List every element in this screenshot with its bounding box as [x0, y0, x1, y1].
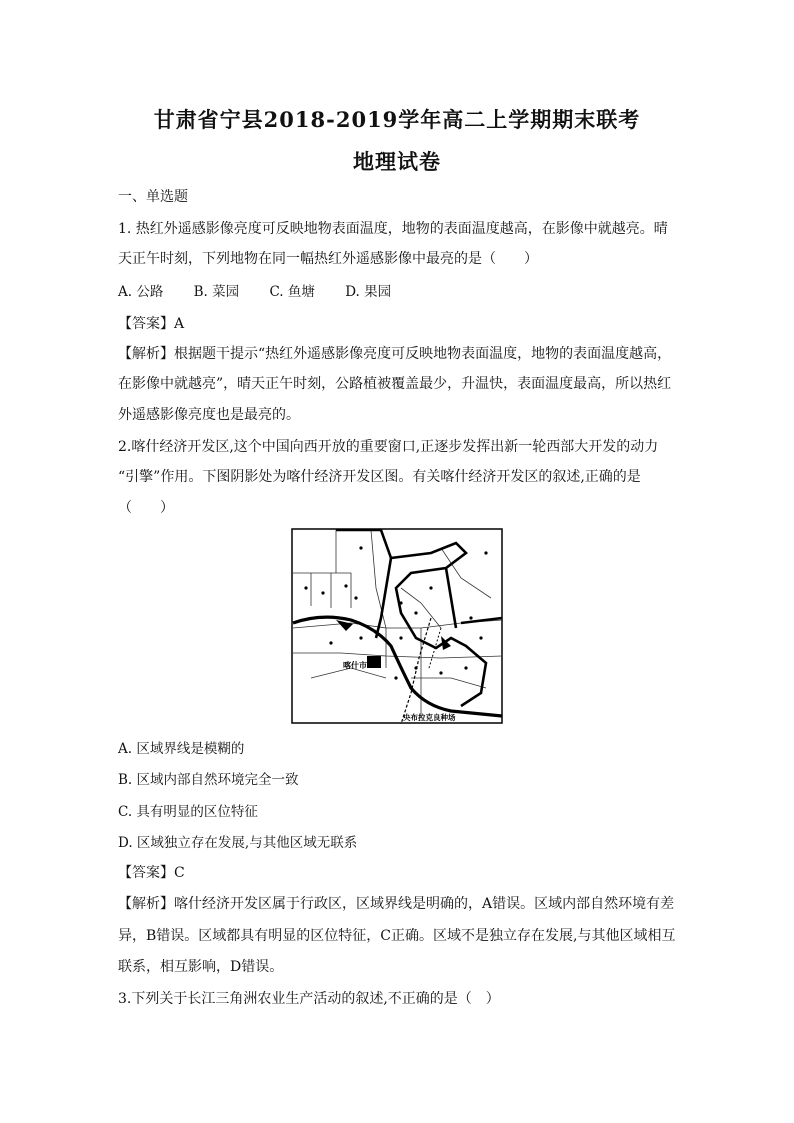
q1-analysis-line1: 【解析】根据题干提示“热红外遥感影像亮度可反映地物表面温度，地物的表面温度越高，	[118, 346, 672, 362]
q2-answer: 【答案】C	[118, 865, 185, 881]
q1-answer: 【答案】A	[118, 316, 185, 332]
q1-option-d: D. 果园	[345, 284, 392, 300]
q2-stem-line2: “引擎”作用。下图阴影处为喀什经济开发区图。有关喀什经济开发区的叙述,正确的是	[118, 469, 641, 485]
map-label-farm: 央布拉克良种场	[403, 713, 456, 722]
q3-stem-line1: 3.下列关于长江三角洲农业生产活动的叙述,不正确的是（ ）	[118, 991, 500, 1007]
exam-subtitle: 地理试卷	[353, 149, 441, 174]
q1-option-a: A. 公路	[118, 284, 164, 300]
q2-analysis-line2: 异，B错误。区域都具有明显的区位特征，C正确。区域不是独立存在发展,与其他区域相互	[118, 928, 676, 944]
q1-stem-line1: 1. 热红外遥感影像亮度可反映地物表面温度，地物的表面温度越高，在影像中就越亮。晴	[118, 221, 668, 237]
q2-option-c: C. 具有明显的区位特征	[118, 804, 258, 820]
q2-option-d: D. 区域独立存在发展,与其他区域无联系	[118, 835, 358, 851]
q1-analysis-line3: 外遥感影像亮度也是最亮的。	[118, 407, 300, 423]
exam-title: 甘肃省宁县2018-2019学年高二上学期期末联考	[153, 107, 641, 132]
q1-analysis-line2: 在影像中就越亮”，晴天正午时刻，公路植被覆盖最少，升温快，表面温度最高，所以热红	[118, 376, 672, 392]
q2-stem-line3: （ ）	[118, 500, 174, 516]
q2-analysis-line3: 联系，相互影响，D错误。	[118, 959, 284, 975]
map-label-kashgar-city: 喀什市	[343, 661, 367, 670]
q1-option-b: B. 菜园	[193, 284, 240, 300]
q2-option-b: B. 区域内部自然环境完全一致	[118, 772, 299, 788]
q1-option-c: C. 鱼塘	[269, 284, 315, 300]
q2-option-a: A. 区域界线是模糊的	[118, 741, 245, 757]
q1-options	[118, 280, 417, 300]
kashgar-development-zone-map	[291, 528, 503, 724]
q2-stem-line1: 2.喀什经济开发区,这个中国向西开放的重要窗口,正逐步发挥出新一轮西部大开发的动力	[118, 439, 659, 455]
section-heading: 一、单选题	[118, 189, 188, 205]
q2-analysis-line1: 【解析】喀什经济开发区属于行政区，区域界线是明确的，A错误。区域内部自然环境有差	[118, 896, 675, 912]
q1-stem-line2: 天正午时刻，下列地物在同一幅热红外遥感影像中最亮的是（ ）	[118, 251, 538, 267]
